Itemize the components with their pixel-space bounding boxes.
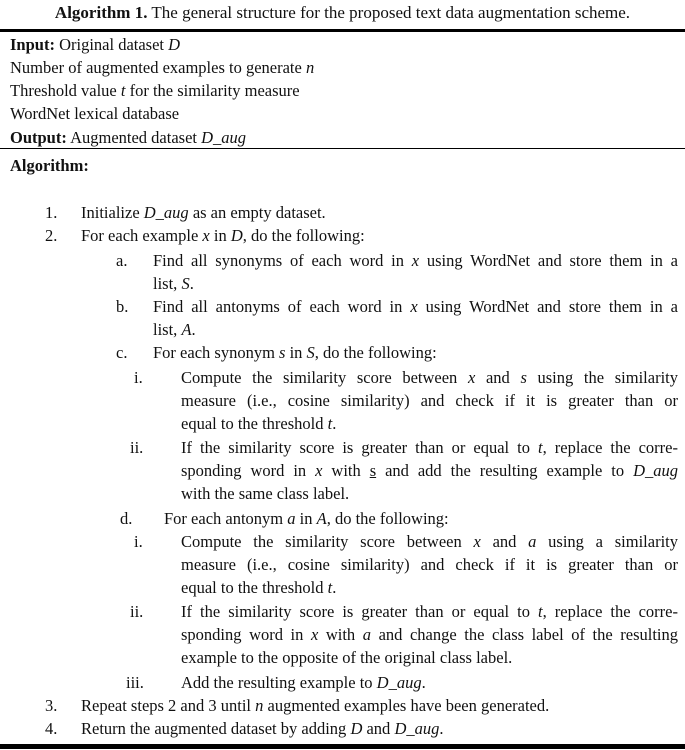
step-text: Repeat steps 2 and 3 until xyxy=(81,696,256,715)
top-rule xyxy=(0,29,685,32)
caption-label: Algorithm 1. xyxy=(54,3,148,22)
step-2d-text xyxy=(164,508,449,530)
step-2di-line-1 xyxy=(181,531,678,553)
step-var: D_aug xyxy=(143,203,189,222)
step-var: s xyxy=(520,368,527,387)
step-text: . xyxy=(332,414,337,433)
step-number: c. xyxy=(116,343,128,362)
input-label: Input: xyxy=(10,35,55,54)
step-number: 1. xyxy=(45,203,58,222)
input-item-text: Threshold value xyxy=(10,81,121,100)
step-text: . xyxy=(189,274,194,293)
step-text: in xyxy=(295,509,317,528)
step-var: D_aug xyxy=(376,673,422,692)
step-number: a. xyxy=(116,251,128,270)
step-text: , do the following: xyxy=(242,226,365,245)
input-item-text: Number of augmented examples to generate xyxy=(10,58,306,77)
step-text: using a similarity xyxy=(536,532,679,551)
step-2-text xyxy=(81,225,365,247)
step-text: equal to the threshold xyxy=(181,414,328,433)
step-text: augmented examples have been generated. xyxy=(263,696,550,715)
input-item-var: n xyxy=(305,58,315,77)
step-2di-line-2: measure (i.e., cosine similarity) and check if it is greater than or xyxy=(181,555,678,574)
step-2ci-line-2: measure (i.e., cosine similarity) and check if it is greater than or xyxy=(181,391,678,410)
step-var: x xyxy=(473,532,481,551)
step-var: s xyxy=(279,343,286,362)
step-text: Find all synonyms of each word in xyxy=(153,251,412,270)
input-item-text: for the similarity measure xyxy=(125,81,300,100)
step-text: with xyxy=(322,461,370,480)
step-var: x xyxy=(411,251,420,270)
step-var: x xyxy=(310,625,319,644)
step-2a-line-2 xyxy=(153,273,194,295)
step-text: with xyxy=(318,625,363,644)
input-item-text: WordNet lexical database xyxy=(10,104,180,123)
step-2ci-line-1 xyxy=(181,367,678,389)
step-2dii-line-2 xyxy=(181,624,678,646)
step-text: For each antonym xyxy=(164,509,288,528)
step-text: using WordNet and store them in a xyxy=(419,251,679,270)
step-var: t xyxy=(327,578,333,597)
step-number: i. xyxy=(134,368,143,387)
step-number: i. xyxy=(134,532,143,551)
step-text: , do the following: xyxy=(314,343,437,362)
step-text: Add the resulting example to xyxy=(181,673,377,692)
step-2di-line-3 xyxy=(181,577,336,599)
step-text: list, xyxy=(153,320,182,339)
step-2cii-line-2 xyxy=(181,460,678,482)
step-text: Find all antonyms of each word in xyxy=(153,297,411,316)
output-text: Augmented dataset xyxy=(66,128,202,147)
step-text: , replace the corre- xyxy=(542,602,678,621)
step-var: x xyxy=(202,226,210,245)
step-4-text xyxy=(81,718,443,740)
step-text: For each example xyxy=(81,226,203,245)
step-var: a xyxy=(528,532,537,551)
step-2diii-text xyxy=(181,672,426,694)
bottom-rule xyxy=(0,744,685,749)
step-number: ii. xyxy=(130,438,144,457)
step-var: D_aug xyxy=(394,719,440,738)
step-2b-line-1 xyxy=(153,296,678,318)
input-line xyxy=(10,34,180,56)
step-var: a xyxy=(362,625,371,644)
algorithm-label: Algorithm: xyxy=(10,156,89,175)
step-number: iii. xyxy=(126,673,144,692)
step-text: and xyxy=(480,532,529,551)
step-text: and xyxy=(475,368,521,387)
step-text: . xyxy=(191,320,196,339)
step-text: in xyxy=(209,226,231,245)
step-var: t xyxy=(327,414,333,433)
step-2cii-line-1 xyxy=(181,437,678,459)
step-2c-text xyxy=(153,342,437,364)
output-var: D_aug xyxy=(201,128,247,147)
output-label: Output: xyxy=(10,128,67,147)
step-var: A xyxy=(181,320,192,339)
step-number: 3. xyxy=(45,696,58,715)
step-var: D xyxy=(230,226,243,245)
step-var: x xyxy=(467,368,476,387)
step-text: . xyxy=(421,673,426,692)
step-text: list, xyxy=(153,274,182,293)
step-2cii-line-3: with the same class label. xyxy=(181,484,350,503)
caption-text: The general structure for the proposed text data augmentation scheme. xyxy=(147,3,631,22)
step-text: Compute the similarity score between xyxy=(181,532,474,551)
step-number: 2. xyxy=(45,226,58,245)
input-item-var: t xyxy=(120,81,126,100)
step-3-text xyxy=(81,695,549,717)
step-var-underlined: s xyxy=(369,461,377,480)
step-number: b. xyxy=(116,297,129,316)
algorithm-caption xyxy=(0,2,685,24)
step-text: . xyxy=(439,719,444,738)
step-var: n xyxy=(255,696,264,715)
input-item xyxy=(10,103,179,125)
step-1-text xyxy=(81,202,326,224)
step-text: For each synonym xyxy=(153,343,280,362)
step-2b-line-2 xyxy=(153,319,196,341)
step-var: D xyxy=(350,719,363,738)
step-var: D_aug xyxy=(633,461,678,480)
step-text: using WordNet and store them in a xyxy=(417,297,678,316)
input-item xyxy=(10,80,300,102)
step-text: Compute the similarity score between xyxy=(181,368,468,387)
step-var: a xyxy=(287,509,296,528)
step-var: x xyxy=(315,461,323,480)
step-2dii-line-3: example to the opposite of the original class label. xyxy=(181,648,513,667)
step-2dii-line-1 xyxy=(181,601,678,623)
step-text: equal to the threshold xyxy=(181,578,328,597)
step-text: , do the following: xyxy=(326,509,449,528)
output-line xyxy=(10,127,246,149)
step-text: and add the resulting example to xyxy=(376,461,634,480)
step-text: If the similarity score is greater than or equal to xyxy=(181,438,539,457)
step-text: as an empty dataset. xyxy=(188,203,326,222)
step-text: , replace the corre- xyxy=(542,438,678,457)
step-text: in xyxy=(285,343,307,362)
step-text: sponding word in xyxy=(181,461,316,480)
step-text: and change the class label of the resulting xyxy=(371,625,678,644)
step-2a-line-1 xyxy=(153,250,678,272)
step-var: x xyxy=(410,297,418,316)
step-text: Return the augmented dataset by adding xyxy=(81,719,351,738)
step-number: 4. xyxy=(45,719,58,738)
step-var: t xyxy=(538,602,543,621)
step-text: If the similarity score is greater than or equal to xyxy=(181,602,539,621)
step-var: A xyxy=(316,509,327,528)
input-item xyxy=(10,57,314,79)
step-text: and xyxy=(362,719,395,738)
step-text: . xyxy=(332,578,337,597)
step-var: S xyxy=(181,274,190,293)
step-text: using the similarity xyxy=(526,368,678,387)
input-text: Original dataset xyxy=(54,35,169,54)
input-var: D xyxy=(168,35,181,54)
step-number: d. xyxy=(120,509,133,528)
step-number: ii. xyxy=(130,602,144,621)
header-rule xyxy=(0,148,685,149)
step-var: S xyxy=(306,343,315,362)
step-2ci-line-3 xyxy=(181,413,336,435)
step-text: sponding word in xyxy=(181,625,311,644)
step-text: Initialize xyxy=(81,203,144,222)
step-var: t xyxy=(538,438,543,457)
